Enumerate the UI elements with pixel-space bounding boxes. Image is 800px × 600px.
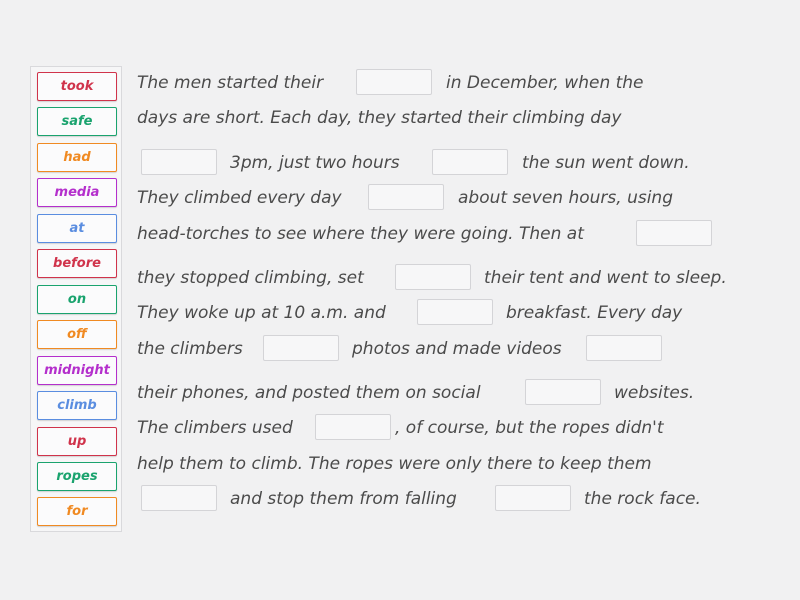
passage-text: head-torches to see where they were going. Then at	[137, 224, 584, 244]
passage-text: They woke up at 10 a.m. and	[137, 303, 386, 323]
answer-slot-12[interactable]	[141, 485, 217, 511]
passage-text: the climbers	[137, 339, 243, 359]
passage-text: breakfast. Every day	[506, 303, 683, 323]
passage-text: days are short. Each day, they started their climbing day	[137, 108, 622, 128]
passage-text: photos and made videos	[352, 339, 562, 359]
passage-text: and stop them from falling	[230, 489, 457, 509]
answer-slot-10[interactable]	[525, 379, 601, 405]
answer-slot-8[interactable]	[263, 335, 339, 361]
word-tile-off[interactable]: off	[37, 320, 117, 349]
word-tile-took[interactable]: took	[37, 72, 117, 101]
answer-slot-3[interactable]	[432, 149, 508, 175]
passage-text: 3pm, just two hours	[230, 153, 400, 173]
passage-text: , of course, but the ropes didn't	[395, 418, 664, 438]
passage-text: their tent and went to sleep.	[484, 268, 727, 288]
word-tile-climb[interactable]: climb	[37, 391, 117, 420]
answer-slot-1[interactable]	[356, 69, 432, 95]
passage-text: help them to climb. The ropes were only there to keep them	[137, 454, 652, 474]
word-tile-on[interactable]: on	[37, 285, 117, 314]
word-tile-for[interactable]: for	[37, 497, 117, 526]
passage-text: their phones, and posted them on social	[137, 383, 481, 403]
word-tile-before[interactable]: before	[37, 249, 117, 278]
word-tile-midnight[interactable]: midnight	[37, 356, 117, 385]
answer-slot-6[interactable]	[395, 264, 471, 290]
passage-text: websites.	[614, 383, 695, 403]
word-tile-up[interactable]: up	[37, 427, 117, 456]
passage-text: the sun went down.	[522, 153, 690, 173]
passage-text: in December, when the	[446, 73, 644, 93]
passage-text: they stopped climbing, set	[137, 268, 364, 288]
passage-text: the rock face.	[584, 489, 701, 509]
word-tile-at[interactable]: at	[37, 214, 117, 243]
word-tile-safe[interactable]: safe	[37, 107, 117, 136]
word-bank	[30, 66, 122, 532]
answer-slot-13[interactable]	[495, 485, 571, 511]
answer-slot-11[interactable]	[315, 414, 391, 440]
answer-slot-5[interactable]	[636, 220, 712, 246]
word-tile-ropes[interactable]: ropes	[37, 462, 117, 491]
passage-text: The climbers used	[137, 418, 293, 438]
answer-slot-9[interactable]	[586, 335, 662, 361]
word-tile-had[interactable]: had	[37, 143, 117, 172]
answer-slot-7[interactable]	[417, 299, 493, 325]
word-tile-media[interactable]: media	[37, 178, 117, 207]
answer-slot-4[interactable]	[368, 184, 444, 210]
passage-text: They climbed every day	[137, 188, 342, 208]
passage-text: The men started their	[137, 73, 324, 93]
answer-slot-2[interactable]	[141, 149, 217, 175]
passage-text: about seven hours, using	[458, 188, 673, 208]
